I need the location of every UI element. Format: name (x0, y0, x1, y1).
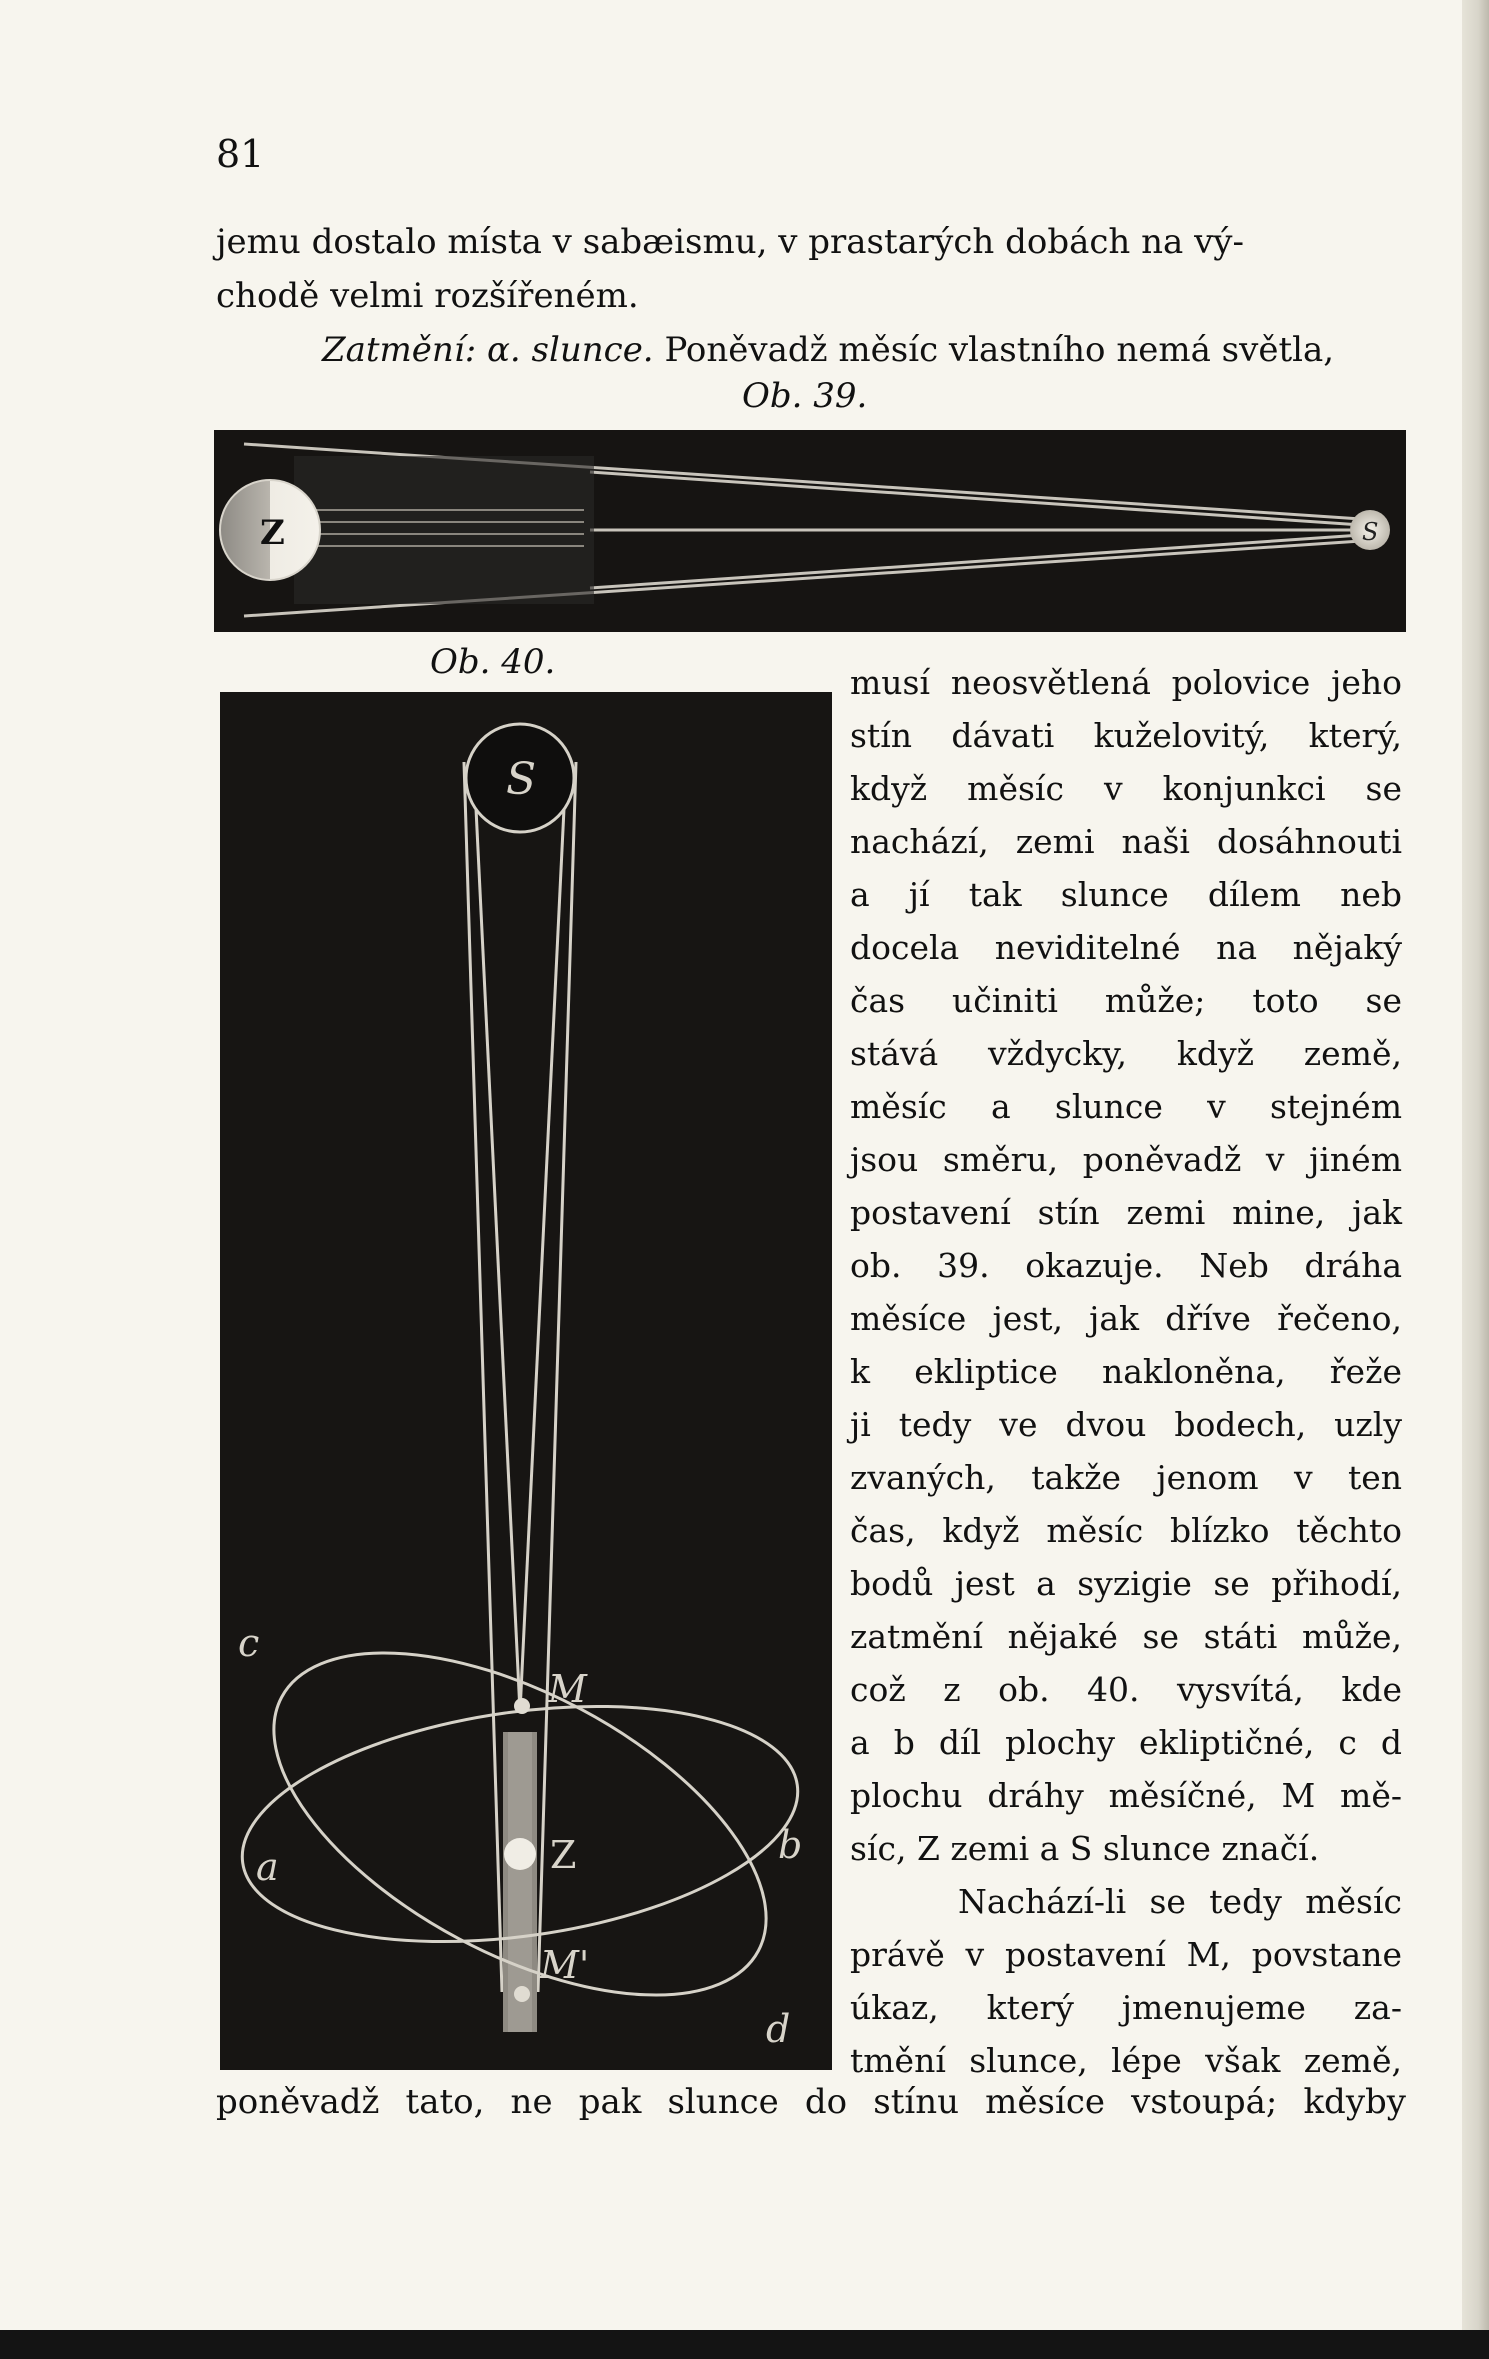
column-line: stává vždycky, když země, (850, 1034, 1402, 1073)
moon-label: M (548, 1667, 587, 1711)
column-line: ji tedy ve dvou bodech, uzly (850, 1405, 1402, 1444)
column-line: k ekliptice nakloněna, řeže (850, 1352, 1402, 1391)
column-line: bodů jest a syzigie se přihodí, (850, 1564, 1402, 1603)
column-line: a b díl plochy ekliptičné, c d (850, 1723, 1402, 1762)
paragraph-line: Nachází-li se tedy měsíc (958, 1882, 1402, 1921)
column-line: a jí tak slunce dílem neb (850, 875, 1402, 914)
column-line: postavení stín zemi mine, jak (850, 1193, 1402, 1232)
point-b-label: b (778, 1823, 803, 1867)
point-d-label: d (766, 2007, 791, 2051)
column-line: čas, když měsíc blízko těchto (850, 1511, 1402, 1550)
column-line: což z ob. 40. vysvítá, kde (850, 1670, 1402, 1709)
sun-label: S (1362, 518, 1379, 546)
moon-prime-dot (514, 1986, 530, 2002)
paragraph-line: tmění slunce, lépe však země, (850, 2041, 1402, 2080)
heading-italic: Zatmění: α. slunce. (322, 330, 654, 370)
scan-border (0, 2330, 1489, 2359)
paragraph-line: právě v postavení M, povstane (850, 1935, 1402, 1974)
column-line: ob. 39. okazuje. Neb dráha (850, 1246, 1402, 1285)
column-line: musí neosvětlená polovice jeho (850, 663, 1402, 702)
column-line: stín dávati kuželovitý, který, (850, 716, 1402, 755)
figure-39-drawing (214, 430, 1406, 632)
column-line: plochu dráhy měsíčné, M mě- (850, 1776, 1402, 1815)
point-c-label: c (238, 1621, 260, 1665)
page-number: 81 (216, 132, 265, 176)
earth-label: Z (260, 513, 285, 553)
bottom-text-line: poněvadž tato, ne pak slunce do stínu měsíce vstoupá; kdyby (216, 2082, 1406, 2122)
sun-label: S (506, 754, 537, 805)
page-edge (1462, 0, 1489, 2359)
column-line: zatmění nějaké se státi může, (850, 1617, 1402, 1656)
column-line: zvaných, takže jenom v ten (850, 1458, 1402, 1497)
moon-dot (514, 1698, 530, 1714)
column-line: síc, Z zemi a S slunce značí. (850, 1829, 1320, 1868)
figure-39 (214, 430, 1406, 632)
column-line: jsou směru, poněvadž v jiném (850, 1140, 1402, 1179)
column-line: čas učiniti může; toto se (850, 981, 1402, 1020)
column-line: nachází, zemi naši dosáhnouti (850, 822, 1402, 861)
shadow-band (294, 456, 594, 604)
paragraph-line: úkaz, který jmenujeme za- (850, 1988, 1402, 2027)
column-line: docela neviditelné na nějaký (850, 928, 1402, 967)
figure39-caption: Ob. 39. (742, 376, 868, 416)
text-line: chodě velmi rozšířeném. (216, 276, 639, 316)
heading-line (322, 330, 1334, 370)
text-line: jemu dostalo místa v sabæismu, v prastarých dobách na vý- (216, 222, 1245, 262)
moon-prime-label: M' (540, 1943, 590, 1987)
heading-regular: Poněvadž měsíc vlastního nemá světla, (664, 330, 1335, 370)
figure-40-drawing (220, 692, 832, 2070)
earth-label: Z (550, 1833, 577, 1877)
figure-40 (220, 692, 832, 2070)
text-column (850, 656, 1402, 2087)
earth-dot (504, 1838, 536, 1870)
column-line: měsíc a slunce v stejném (850, 1087, 1402, 1126)
point-a-label: a (256, 1845, 279, 1889)
figure40-caption: Ob. 40. (430, 642, 556, 682)
column-line: když měsíc v konjunkci se (850, 769, 1402, 808)
column-line: měsíce jest, jak dříve řečeno, (850, 1299, 1402, 1338)
